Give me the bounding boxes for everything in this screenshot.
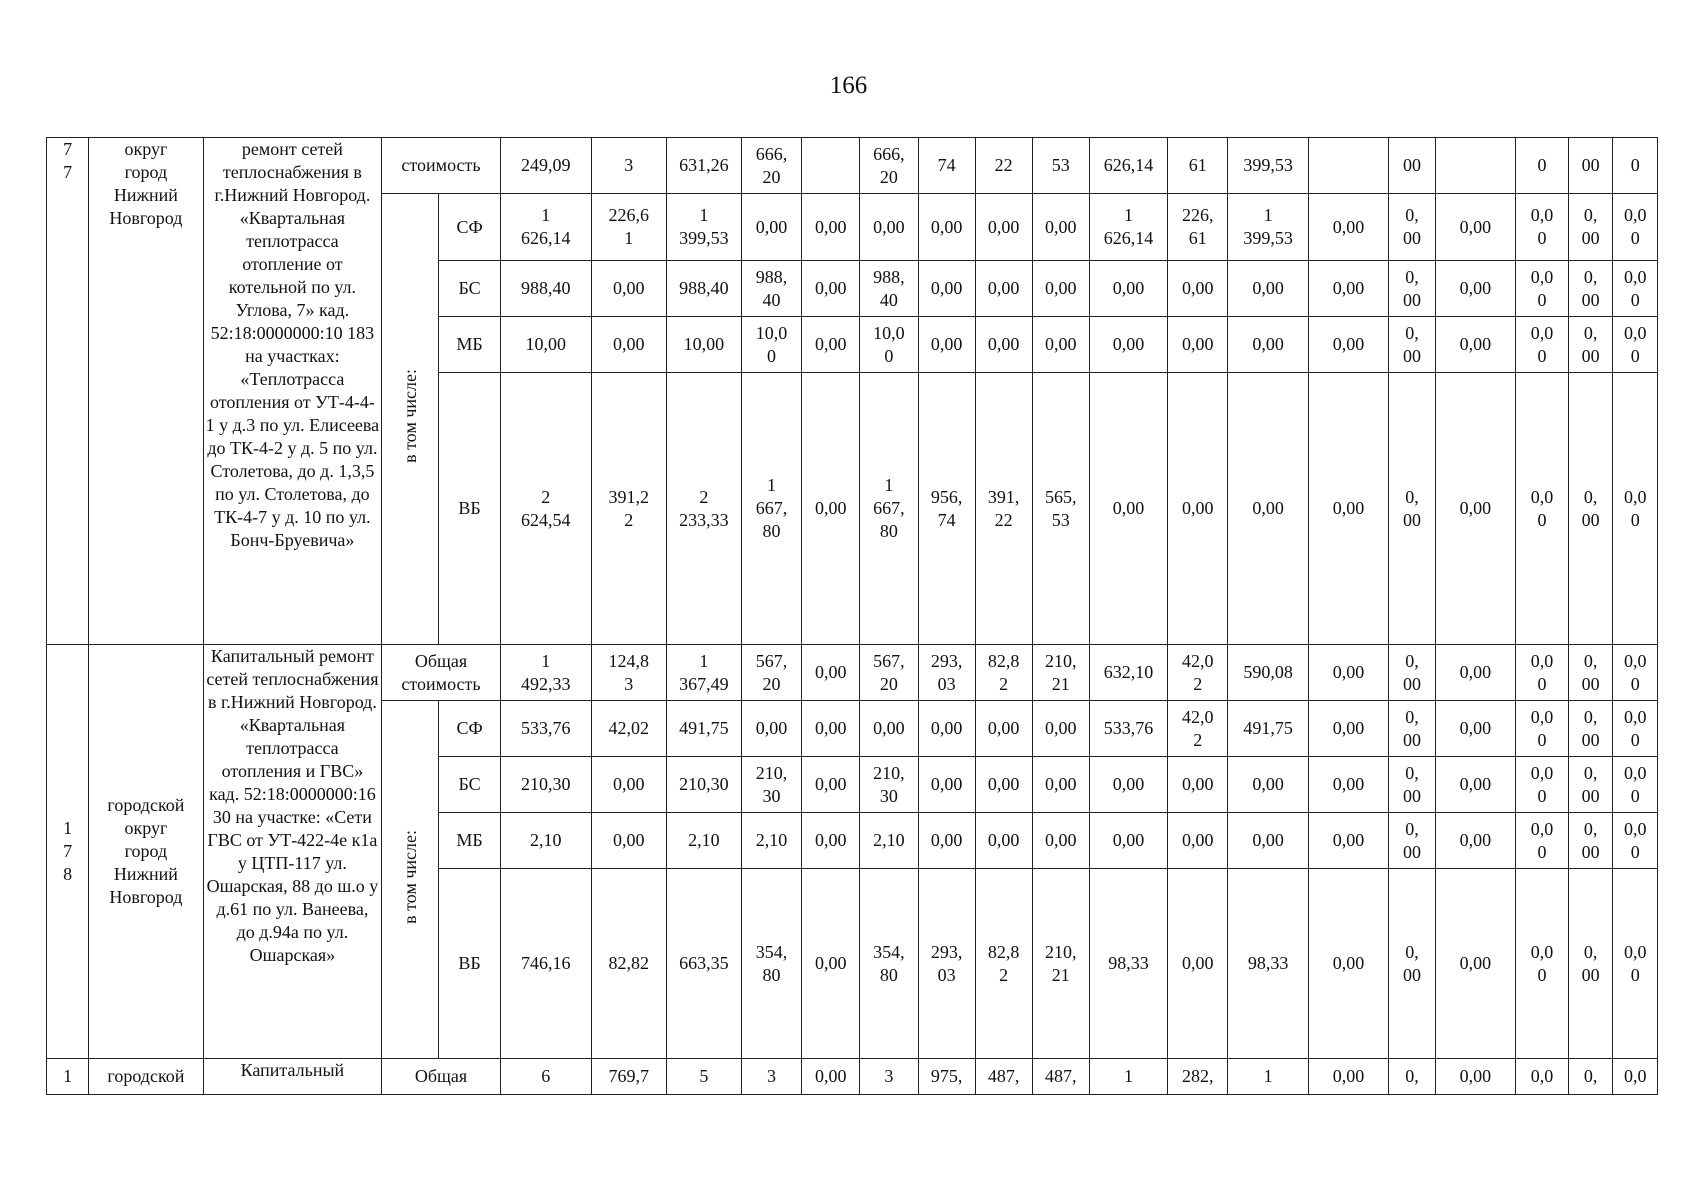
value-cell: 1 626,14 — [1089, 194, 1167, 261]
value-cell: 391,2 2 — [591, 373, 666, 645]
value-cell: 10,00 — [666, 317, 741, 373]
value-cell: 0,00 — [975, 317, 1032, 373]
value-cell: 0,00 — [1032, 757, 1089, 813]
subgroup-label: в том числе: — [399, 829, 420, 924]
total-value-cell: 42,0 2 — [1168, 645, 1228, 701]
value-cell: 0,00 — [918, 317, 975, 373]
total-value-cell: 631,26 — [666, 138, 741, 194]
value-cell: 0,00 — [1308, 261, 1388, 317]
value-cell: 0,0 0 — [1516, 813, 1569, 869]
value-cell: 0,0 0 — [1516, 757, 1569, 813]
row-number: 1 — [47, 1059, 89, 1095]
value-cell: 0,00 — [1089, 813, 1167, 869]
total-value-cell: 124,8 3 — [591, 645, 666, 701]
value-cell: 0, 00 — [1568, 261, 1612, 317]
value-cell: 533,76 — [1089, 701, 1167, 757]
total-label: Общая — [382, 1059, 500, 1095]
total-value-cell: 1 367,49 — [666, 645, 741, 701]
value-cell: 533,76 — [500, 701, 591, 757]
value-cell: 0,00 — [591, 813, 666, 869]
value-cell: 491,75 — [1228, 701, 1308, 757]
value-cell: 0, 00 — [1389, 813, 1436, 869]
value-cell: 0,00 — [591, 261, 666, 317]
value-cell: 0, 00 — [1389, 701, 1436, 757]
table-row — [47, 645, 1658, 701]
value-cell: 0,00 — [1168, 261, 1228, 317]
total-value-cell: 590,08 — [1228, 645, 1308, 701]
total-value-cell: 249,09 — [500, 138, 591, 194]
fund-source-label: МБ — [439, 813, 500, 869]
value-cell: 98,33 — [1228, 869, 1308, 1059]
row-number: 1 7 8 — [47, 645, 89, 1059]
total-value-cell: 53 — [1032, 138, 1089, 194]
value-cell: 10,0 0 — [741, 317, 801, 373]
value-cell: 988, 40 — [741, 261, 801, 317]
total-label: Общая стоимость — [382, 645, 500, 701]
value-cell: 0,00 — [802, 869, 860, 1059]
value-cell: 0,0 0 — [1613, 261, 1658, 317]
value-cell: 0,00 — [1308, 373, 1388, 645]
value-cell: 0,00 — [802, 813, 860, 869]
value-cell: 0, 00 — [1568, 757, 1612, 813]
value-cell: 2,10 — [500, 813, 591, 869]
value-cell: 0,00 — [975, 194, 1032, 261]
value-cell: 0,00 — [1168, 757, 1228, 813]
value-cell: 0,00 — [802, 261, 860, 317]
value-cell: 2 233,33 — [666, 373, 741, 645]
value-cell: 0,00 — [1089, 373, 1167, 645]
total-value-cell — [802, 138, 860, 194]
value-cell: 0,0 0 — [1516, 194, 1569, 261]
value-cell: 663,35 — [666, 869, 741, 1059]
table-row — [47, 1059, 1658, 1095]
value-cell: 0,00 — [1435, 757, 1515, 813]
value-cell: 1 667, 80 — [741, 373, 801, 645]
value-cell: 226,6 1 — [591, 194, 666, 261]
total-value-cell: 975, — [918, 1059, 975, 1095]
value-cell: 2,10 — [741, 813, 801, 869]
value-cell: 0, 00 — [1389, 869, 1436, 1059]
value-cell: 0,0 0 — [1516, 373, 1569, 645]
value-cell: 2,10 — [666, 813, 741, 869]
value-cell: 0,0 0 — [1613, 317, 1658, 373]
total-label: стоимость — [382, 138, 500, 194]
row-number: 7 7 — [47, 138, 89, 645]
value-cell: 746,16 — [500, 869, 591, 1059]
value-cell: 0,00 — [975, 813, 1032, 869]
total-value-cell: 1 — [1089, 1059, 1167, 1095]
value-cell: 0,00 — [1168, 869, 1228, 1059]
total-value-cell: 0 — [1516, 138, 1569, 194]
value-cell: 0,00 — [591, 757, 666, 813]
municipality-cell: городской — [89, 1059, 203, 1095]
value-cell: 0,00 — [1168, 317, 1228, 373]
value-cell: 0,00 — [918, 813, 975, 869]
total-value-cell: 6 — [500, 1059, 591, 1095]
value-cell: 0,0 0 — [1516, 701, 1569, 757]
total-value-cell: 282, — [1168, 1059, 1228, 1095]
total-value-cell — [1308, 138, 1388, 194]
value-cell: 210, 21 — [1032, 869, 1089, 1059]
total-value-cell: 626,14 — [1089, 138, 1167, 194]
total-value-cell: 00 — [1389, 138, 1436, 194]
value-cell: 0,00 — [1089, 317, 1167, 373]
value-cell: 0,00 — [1308, 757, 1388, 813]
value-cell: 0,00 — [802, 194, 860, 261]
value-cell: 0,00 — [860, 194, 918, 261]
value-cell: 98,33 — [1089, 869, 1167, 1059]
value-cell: 0, 00 — [1568, 194, 1612, 261]
total-value-cell: 0, 00 — [1389, 645, 1436, 701]
value-cell: 293, 03 — [918, 869, 975, 1059]
value-cell: 0,0 0 — [1516, 261, 1569, 317]
fund-source-label: СФ — [439, 701, 500, 757]
total-value-cell: 0,00 — [1435, 1059, 1515, 1095]
value-cell: 0, 00 — [1568, 813, 1612, 869]
value-cell: 42,0 2 — [1168, 701, 1228, 757]
value-cell: 0,00 — [802, 757, 860, 813]
value-cell: 491,75 — [666, 701, 741, 757]
total-value-cell: 3 — [741, 1059, 801, 1095]
total-value-cell: 567, 20 — [741, 645, 801, 701]
financing-table — [46, 137, 1658, 1095]
value-cell: 0,00 — [1435, 373, 1515, 645]
value-cell: 0,00 — [1032, 317, 1089, 373]
total-value-cell — [1435, 138, 1515, 194]
value-cell: 0,00 — [1435, 813, 1515, 869]
value-cell: 0,00 — [1228, 757, 1308, 813]
value-cell: 0, 00 — [1389, 373, 1436, 645]
total-value-cell: 0, — [1568, 1059, 1612, 1095]
value-cell: 1 667, 80 — [860, 373, 918, 645]
total-value-cell: 487, — [1032, 1059, 1089, 1095]
value-cell: 0,0 0 — [1516, 317, 1569, 373]
total-value-cell: 567, 20 — [860, 645, 918, 701]
total-value-cell: 666, 20 — [741, 138, 801, 194]
total-value-cell: 3 — [591, 138, 666, 194]
subgroup-label: в том числе: — [399, 369, 420, 463]
value-cell: 1 626,14 — [500, 194, 591, 261]
total-value-cell: 82,8 2 — [975, 645, 1032, 701]
value-cell: 0,0 0 — [1613, 701, 1658, 757]
total-value-cell: 632,10 — [1089, 645, 1167, 701]
value-cell: 10,0 0 — [860, 317, 918, 373]
value-cell: 2 624,54 — [500, 373, 591, 645]
value-cell: 0,0 0 — [1613, 813, 1658, 869]
total-value-cell: 0,00 — [802, 1059, 860, 1095]
total-value-cell: 769,7 — [591, 1059, 666, 1095]
value-cell: 0,00 — [1435, 317, 1515, 373]
fund-source-label: ВБ — [439, 373, 500, 645]
table-body — [47, 138, 1658, 1095]
value-cell: 0,00 — [1168, 813, 1228, 869]
value-cell: 354, 80 — [741, 869, 801, 1059]
value-cell: 0, 00 — [1389, 261, 1436, 317]
total-value-cell: 399,53 — [1228, 138, 1308, 194]
value-cell: 0,00 — [1435, 701, 1515, 757]
value-cell: 0,00 — [741, 701, 801, 757]
total-value-cell: 0 — [1613, 138, 1658, 194]
value-cell: 2,10 — [860, 813, 918, 869]
total-value-cell: 0, — [1389, 1059, 1436, 1095]
value-cell: 0,00 — [1308, 869, 1388, 1059]
total-value-cell: 0,0 — [1613, 1059, 1658, 1095]
value-cell: 210,30 — [666, 757, 741, 813]
value-cell: 0,00 — [1435, 194, 1515, 261]
page-number: 166 — [829, 72, 868, 99]
value-cell: 0,00 — [918, 194, 975, 261]
fund-source-label: СФ — [439, 194, 500, 261]
value-cell: 0,00 — [591, 317, 666, 373]
value-cell: 0,00 — [741, 194, 801, 261]
project-description: Капитальный ремонт сетей теплоснабжения в г.Нижний Новгород. «Квартальная теплотрасса отопления и ГВС» кад. 52:18:0000000:16 30 на участке: «Сети ГВС от УТ-422-4е к1а у ЦТП-117 ул. Ошарская, 88 до ш.о у д.61 по ул. Ванеева, до д.94а по ул. Ошарская» — [203, 645, 382, 1059]
value-cell: 210, 30 — [741, 757, 801, 813]
total-value-cell: 74 — [918, 138, 975, 194]
total-value-cell: 0, 00 — [1568, 645, 1612, 701]
value-cell: 0,0 0 — [1516, 869, 1569, 1059]
value-cell: 988, 40 — [860, 261, 918, 317]
value-cell: 0,00 — [975, 261, 1032, 317]
total-value-cell: 293, 03 — [918, 645, 975, 701]
value-cell: 0,00 — [918, 701, 975, 757]
total-value-cell: 5 — [666, 1059, 741, 1095]
value-cell: 0,00 — [1032, 701, 1089, 757]
total-value-cell: 210, 21 — [1032, 645, 1089, 701]
value-cell: 0, 00 — [1389, 194, 1436, 261]
value-cell: 0,00 — [1228, 261, 1308, 317]
value-cell: 391, 22 — [975, 373, 1032, 645]
value-cell: 0,00 — [1308, 194, 1388, 261]
value-cell: 0,0 0 — [1613, 869, 1658, 1059]
value-cell: 0,00 — [1308, 813, 1388, 869]
value-cell: 0,00 — [1032, 261, 1089, 317]
value-cell: 0,00 — [1228, 317, 1308, 373]
fund-source-label: МБ — [439, 317, 500, 373]
value-cell: 988,40 — [666, 261, 741, 317]
value-cell: 0,00 — [1308, 317, 1388, 373]
subgroup-label-cell — [382, 701, 439, 1059]
total-value-cell: 3 — [860, 1059, 918, 1095]
value-cell: 0,00 — [975, 757, 1032, 813]
value-cell: 0, 00 — [1568, 869, 1612, 1059]
value-cell: 0,00 — [975, 701, 1032, 757]
total-value-cell: 0,0 — [1516, 1059, 1569, 1095]
value-cell: 82,8 2 — [975, 869, 1032, 1059]
value-cell: 1 399,53 — [666, 194, 741, 261]
value-cell: 0,00 — [802, 701, 860, 757]
value-cell: 0,00 — [1308, 701, 1388, 757]
value-cell: 0,00 — [1089, 261, 1167, 317]
value-cell: 0,0 0 — [1613, 373, 1658, 645]
value-cell: 10,00 — [500, 317, 591, 373]
value-cell: 0,00 — [860, 701, 918, 757]
value-cell: 210, 30 — [860, 757, 918, 813]
value-cell: 354, 80 — [860, 869, 918, 1059]
value-cell: 0,00 — [1435, 869, 1515, 1059]
value-cell: 0, 00 — [1389, 317, 1436, 373]
municipality-cell: округ город Нижний Новгород — [89, 138, 203, 645]
municipality-cell: городской округ город Нижний Новгород — [89, 645, 203, 1059]
value-cell: 988,40 — [500, 261, 591, 317]
value-cell: 82,82 — [591, 869, 666, 1059]
total-value-cell: 0,00 — [802, 645, 860, 701]
fund-source-label: ВБ — [439, 869, 500, 1059]
fund-source-label: БС — [439, 261, 500, 317]
value-cell: 1 399,53 — [1228, 194, 1308, 261]
value-cell: 42,02 — [591, 701, 666, 757]
total-value-cell: 0,00 — [1308, 1059, 1388, 1095]
subgroup-label-cell — [382, 194, 439, 645]
value-cell: 0, 00 — [1389, 757, 1436, 813]
total-value-cell: 1 — [1228, 1059, 1308, 1095]
value-cell: 0,00 — [918, 261, 975, 317]
project-description: ремонт сетей теплоснабжения в г.Нижний Новгород. «Квартальная теплотрасса отопление от котельной по ул. Углова, 7» кад. 52:18:0000000:10 183 на участках: «Теплотрасса отопления от УТ-4-4-1 у д.3 по ул. Елисеева до ТК-4-2 у д. 5 по ул. Столетова, до д. 1,3,5 по ул. Столетова, до ТК-4-7 у д. 10 по ул. Бонч-Бруевича» — [203, 138, 382, 645]
total-value-cell: 0,0 0 — [1613, 645, 1658, 701]
value-cell: 0,00 — [802, 373, 860, 645]
fund-source-label: БС — [439, 757, 500, 813]
total-value-cell: 1 492,33 — [500, 645, 591, 701]
total-value-cell: 0,0 0 — [1516, 645, 1569, 701]
value-cell: 0,00 — [918, 757, 975, 813]
value-cell: 565, 53 — [1032, 373, 1089, 645]
value-cell: 210,30 — [500, 757, 591, 813]
value-cell: 0,00 — [802, 317, 860, 373]
value-cell: 0,00 — [1228, 373, 1308, 645]
value-cell: 0,00 — [1228, 813, 1308, 869]
total-value-cell: 0,00 — [1308, 645, 1388, 701]
value-cell: 0,00 — [1168, 373, 1228, 645]
value-cell: 0,00 — [1435, 261, 1515, 317]
total-value-cell: 61 — [1168, 138, 1228, 194]
value-cell: 0,00 — [1032, 813, 1089, 869]
value-cell: 226, 61 — [1168, 194, 1228, 261]
total-value-cell: 22 — [975, 138, 1032, 194]
value-cell: 0,00 — [1032, 194, 1089, 261]
value-cell: 0, 00 — [1568, 373, 1612, 645]
value-cell: 0,0 0 — [1613, 194, 1658, 261]
value-cell: 0, 00 — [1568, 317, 1612, 373]
total-value-cell: 666, 20 — [860, 138, 918, 194]
total-value-cell: 00 — [1568, 138, 1612, 194]
total-value-cell: 0,00 — [1435, 645, 1515, 701]
total-value-cell: 487, — [975, 1059, 1032, 1095]
value-cell: 956, 74 — [918, 373, 975, 645]
project-description: Капитальный — [203, 1059, 382, 1095]
table-row — [47, 138, 1658, 194]
value-cell: 0, 00 — [1568, 701, 1612, 757]
value-cell: 0,00 — [1089, 757, 1167, 813]
value-cell: 0,0 0 — [1613, 757, 1658, 813]
